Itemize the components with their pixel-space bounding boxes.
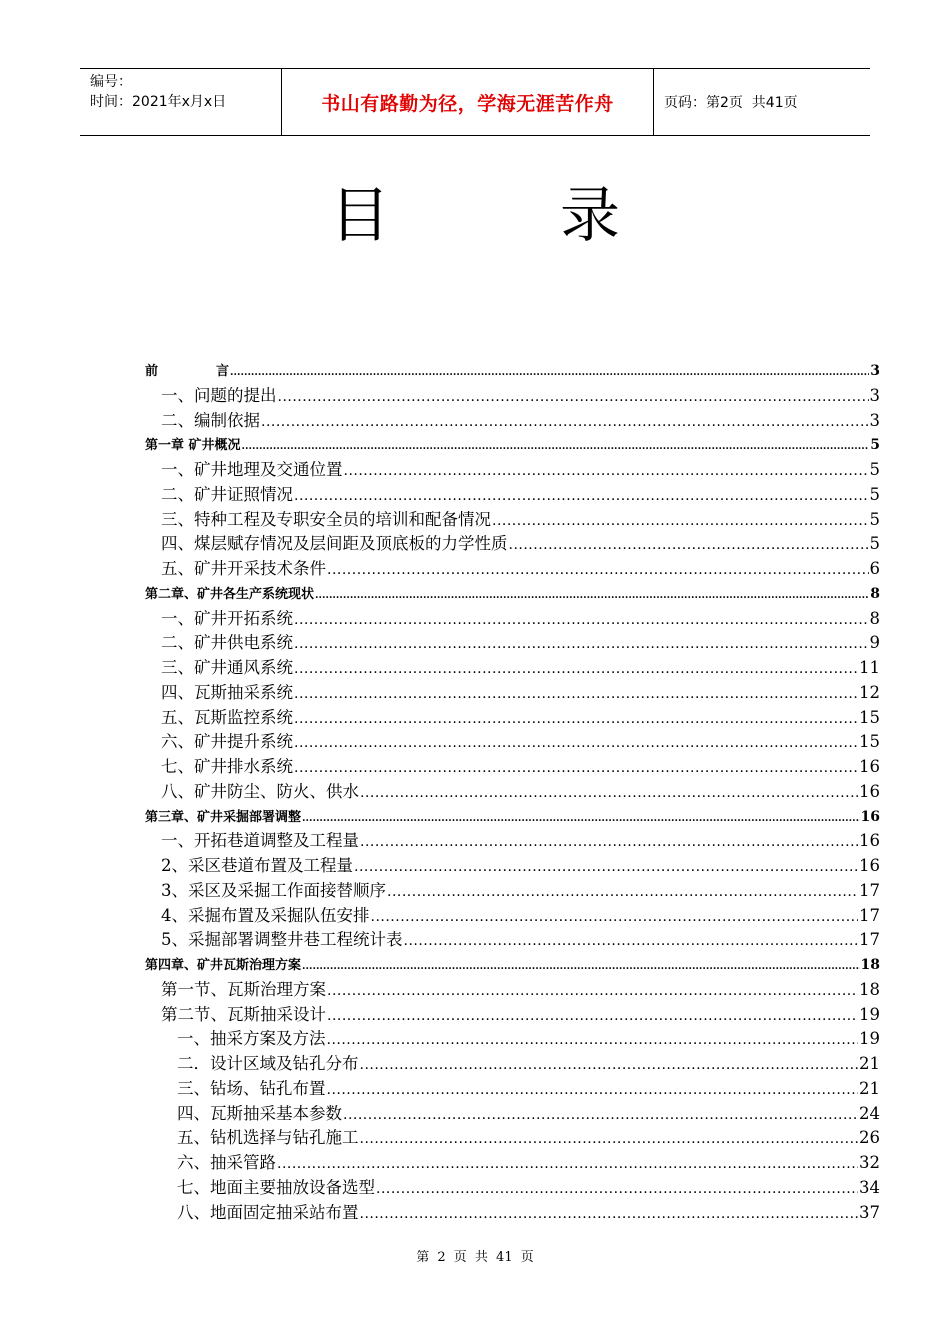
toc-entry[interactable] bbox=[145, 1027, 880, 1052]
toc-entry-label: 4、采掘布置及采掘队伍安排 bbox=[161, 905, 370, 925]
toc-leader-dots bbox=[261, 410, 869, 435]
toc-entry-label: 第二章、矿井各生产系统现状 bbox=[145, 586, 315, 602]
header-number-label: 编号： bbox=[90, 74, 132, 90]
toc-entry-label: 前 言 bbox=[145, 364, 230, 379]
header-time-label: 时间：2021年x月x日 bbox=[90, 94, 227, 110]
toc-leader-dots bbox=[327, 1028, 859, 1053]
toc-leader-dots bbox=[230, 361, 869, 386]
toc-entry[interactable] bbox=[145, 409, 880, 434]
toc-leader-dots bbox=[278, 385, 869, 410]
toc-leader-dots bbox=[327, 1078, 859, 1103]
toc-entry-page: 9 bbox=[869, 633, 880, 653]
toc-leader-dots bbox=[354, 855, 858, 880]
toc-entry-page: 15 bbox=[859, 707, 880, 727]
toc-entry[interactable] bbox=[145, 805, 880, 830]
toc-entry-page: 15 bbox=[859, 732, 880, 752]
toc-leader-dots bbox=[327, 1004, 858, 1029]
header-page-info bbox=[654, 69, 870, 135]
toc-entry[interactable] bbox=[145, 582, 880, 607]
toc-leader-dots bbox=[360, 1127, 859, 1152]
toc-entry-page: 3 bbox=[869, 385, 880, 405]
toc-entry-label: 八、矿井防尘、防火、供水 bbox=[161, 781, 359, 801]
toc-entry[interactable] bbox=[145, 384, 880, 409]
toc-entry-page: 5 bbox=[869, 460, 880, 479]
toc-entry[interactable] bbox=[145, 607, 880, 632]
toc-entry-label: 六、抽采管路 bbox=[177, 1153, 276, 1172]
toc-entry-page: 21 bbox=[859, 1078, 880, 1098]
toc-entry-label: 三、特种工程及专职安全员的培训和配备情况 bbox=[161, 509, 491, 529]
toc-entry[interactable] bbox=[145, 656, 880, 681]
toc-entry[interactable] bbox=[145, 1151, 880, 1176]
toc-entry[interactable] bbox=[145, 928, 880, 953]
toc-leader-dots bbox=[344, 459, 869, 484]
toc-entry-label: 四、瓦斯抽采系统 bbox=[161, 682, 293, 702]
toc-leader-dots bbox=[371, 905, 859, 930]
toc-leader-dots bbox=[277, 1152, 858, 1177]
toc-entry[interactable] bbox=[145, 483, 880, 508]
toc-entry-page: 8 bbox=[869, 608, 880, 628]
toc-entry[interactable] bbox=[145, 458, 880, 483]
toc-entry-page: 32 bbox=[859, 1153, 880, 1172]
toc-entry-label: 一、抽采方案及方法 bbox=[177, 1029, 326, 1049]
toc-entry[interactable] bbox=[145, 1052, 880, 1077]
toc-entry-page: 3 bbox=[869, 410, 880, 430]
toc-leader-dots bbox=[302, 955, 860, 980]
toc-leader-dots bbox=[294, 731, 858, 756]
toc-leader-dots bbox=[315, 584, 869, 609]
toc-entry-page: 5 bbox=[870, 437, 880, 454]
page-title-char-2: 录 bbox=[560, 181, 620, 251]
toc-entry-label: 六、矿井提升系统 bbox=[161, 732, 293, 752]
toc-entry-page: 5 bbox=[869, 534, 880, 554]
toc-entry[interactable] bbox=[145, 904, 880, 929]
toc-entry-page: 16 bbox=[859, 757, 880, 776]
header-motto: 书山有路勤为径，学海无涯苦作舟 bbox=[282, 69, 654, 135]
toc-leader-dots bbox=[360, 781, 858, 806]
toc-entry-page: 11 bbox=[859, 658, 880, 677]
toc-entry[interactable] bbox=[145, 532, 880, 557]
toc-entry-page: 19 bbox=[859, 1004, 880, 1024]
toc-entry[interactable] bbox=[145, 978, 880, 1003]
page-footer: 第 2 页 共 41 页 bbox=[416, 1250, 534, 1265]
toc-entry-page: 5 bbox=[869, 484, 880, 504]
toc-entry-page: 17 bbox=[859, 880, 880, 900]
toc-entry[interactable] bbox=[145, 1126, 880, 1151]
toc-entry-page: 16 bbox=[860, 808, 880, 825]
toc-leader-dots bbox=[294, 756, 858, 781]
toc-entry-page: 17 bbox=[859, 905, 880, 925]
toc-entry[interactable] bbox=[145, 1102, 880, 1127]
toc-entry-page: 37 bbox=[859, 1202, 880, 1222]
toc-entry-label: 第三章、矿井采掘部署调整 bbox=[145, 809, 302, 825]
toc-entry[interactable] bbox=[145, 780, 880, 805]
toc-leader-dots bbox=[302, 807, 860, 832]
toc-entry[interactable] bbox=[145, 879, 880, 904]
toc-leader-dots bbox=[327, 979, 858, 1004]
toc-entry[interactable] bbox=[145, 1201, 880, 1226]
toc-leader-dots bbox=[242, 435, 870, 460]
toc-entry-label: 一、问题的提出 bbox=[161, 385, 277, 405]
toc-leader-dots bbox=[294, 608, 869, 633]
toc-entry[interactable] bbox=[145, 433, 880, 458]
toc-entry-page: 16 bbox=[859, 831, 880, 851]
toc-leader-dots bbox=[294, 484, 869, 509]
toc-entry[interactable] bbox=[145, 829, 880, 854]
toc-entry-label: 五、钻机选择与钻孔施工 bbox=[177, 1128, 359, 1148]
toc-entry-label: 七、地面主要抽放设备选型 bbox=[177, 1177, 375, 1197]
toc-entry-label: 五、瓦斯监控系统 bbox=[161, 707, 293, 727]
page-title bbox=[0, 178, 950, 254]
toc-leader-dots bbox=[327, 558, 869, 583]
toc-leader-dots bbox=[492, 509, 869, 534]
toc-entry-page: 6 bbox=[869, 559, 880, 578]
header-meta bbox=[80, 69, 282, 135]
toc-leader-dots bbox=[294, 657, 858, 682]
toc-entry[interactable] bbox=[145, 854, 880, 879]
toc-leader-dots bbox=[509, 533, 869, 558]
toc-entry-page: 18 bbox=[859, 979, 880, 999]
toc-entry-page: 5 bbox=[869, 509, 880, 529]
toc-entry-page: 34 bbox=[859, 1177, 880, 1197]
toc-entry-page: 17 bbox=[859, 930, 880, 950]
toc-entry-label: 一、矿井地理及交通位置 bbox=[161, 460, 343, 479]
toc-entry-label: 二、编制依据 bbox=[161, 410, 260, 430]
table-of-contents bbox=[145, 359, 880, 1225]
toc-entry-label: 一、开拓巷道调整及工程量 bbox=[161, 831, 359, 851]
toc-entry-page: 24 bbox=[859, 1103, 880, 1123]
toc-leader-dots bbox=[404, 929, 859, 954]
toc-entry-label: 一、矿井开拓系统 bbox=[161, 608, 293, 628]
toc-entry-label: 3、采区及采掘工作面接替顺序 bbox=[161, 880, 386, 900]
toc-entry-page: 3 bbox=[870, 363, 880, 379]
toc-entry-page: 16 bbox=[859, 856, 880, 875]
toc-entry-label: 四、瓦斯抽采基本参数 bbox=[177, 1103, 342, 1123]
toc-entry-page: 8 bbox=[870, 585, 880, 602]
toc-entry-page: 16 bbox=[859, 781, 880, 801]
toc-entry[interactable] bbox=[145, 508, 880, 533]
toc-leader-dots bbox=[343, 1103, 858, 1128]
toc-entry-page: 19 bbox=[859, 1029, 880, 1049]
toc-entry-label: 七、矿井排水系统 bbox=[161, 757, 293, 776]
toc-entry[interactable] bbox=[145, 730, 880, 755]
header-page-info-text: 页码：第2页 共41页 bbox=[664, 95, 798, 111]
toc-entry-page: 12 bbox=[859, 682, 880, 702]
toc-leader-dots bbox=[294, 632, 869, 657]
toc-entry-label: 第一章 矿井概况 bbox=[145, 438, 241, 454]
toc-leader-dots bbox=[294, 707, 858, 732]
toc-entry[interactable] bbox=[145, 1176, 880, 1201]
toc-entry-label: 5、采掘部署调整井巷工程统计表 bbox=[161, 930, 403, 950]
toc-leader-dots bbox=[360, 1202, 859, 1227]
toc-entry[interactable] bbox=[145, 1077, 880, 1102]
toc-entry[interactable] bbox=[145, 681, 880, 706]
toc-entry-page: 21 bbox=[859, 1054, 880, 1073]
toc-leader-dots bbox=[376, 1177, 858, 1202]
document-header bbox=[80, 68, 870, 136]
toc-entry-page: 26 bbox=[859, 1128, 880, 1148]
toc-entry-label: 三、钻场、钻孔布置 bbox=[177, 1078, 326, 1098]
toc-entry[interactable] bbox=[145, 557, 880, 582]
toc-entry-label: 2、采区巷道布置及工程量 bbox=[161, 856, 353, 875]
toc-leader-dots bbox=[360, 1053, 859, 1078]
toc-entry-label: 八、地面固定抽采站布置 bbox=[177, 1202, 359, 1222]
toc-leader-dots bbox=[360, 830, 858, 855]
toc-entry-label: 三、矿井通风系统 bbox=[161, 658, 293, 677]
toc-entry[interactable] bbox=[145, 706, 880, 731]
toc-entry[interactable] bbox=[145, 631, 880, 656]
toc-leader-dots bbox=[294, 682, 858, 707]
toc-entry-label: 五、矿井开采技术条件 bbox=[161, 559, 326, 578]
toc-entry-label: 第四章、矿井瓦斯治理方案 bbox=[145, 958, 302, 973]
page-title-char-1: 目 bbox=[330, 181, 390, 251]
toc-entry-label: 第一节、瓦斯治理方案 bbox=[161, 979, 326, 999]
toc-entry[interactable] bbox=[145, 755, 880, 780]
toc-entry-label: 四、煤层赋存情况及层间距及顶底板的力学性质 bbox=[161, 534, 508, 554]
toc-entry-label: 二．设计区域及钻孔分布 bbox=[177, 1054, 359, 1073]
toc-entry[interactable] bbox=[145, 359, 880, 384]
toc-entry[interactable] bbox=[145, 953, 880, 978]
toc-leader-dots bbox=[387, 880, 858, 905]
toc-entry-label: 二、矿井供电系统 bbox=[161, 633, 293, 653]
toc-entry-page: 18 bbox=[860, 957, 880, 973]
toc-entry-label: 二、矿井证照情况 bbox=[161, 484, 293, 504]
toc-entry[interactable] bbox=[145, 1003, 880, 1028]
toc-entry-label: 第二节、瓦斯抽采设计 bbox=[161, 1004, 326, 1024]
